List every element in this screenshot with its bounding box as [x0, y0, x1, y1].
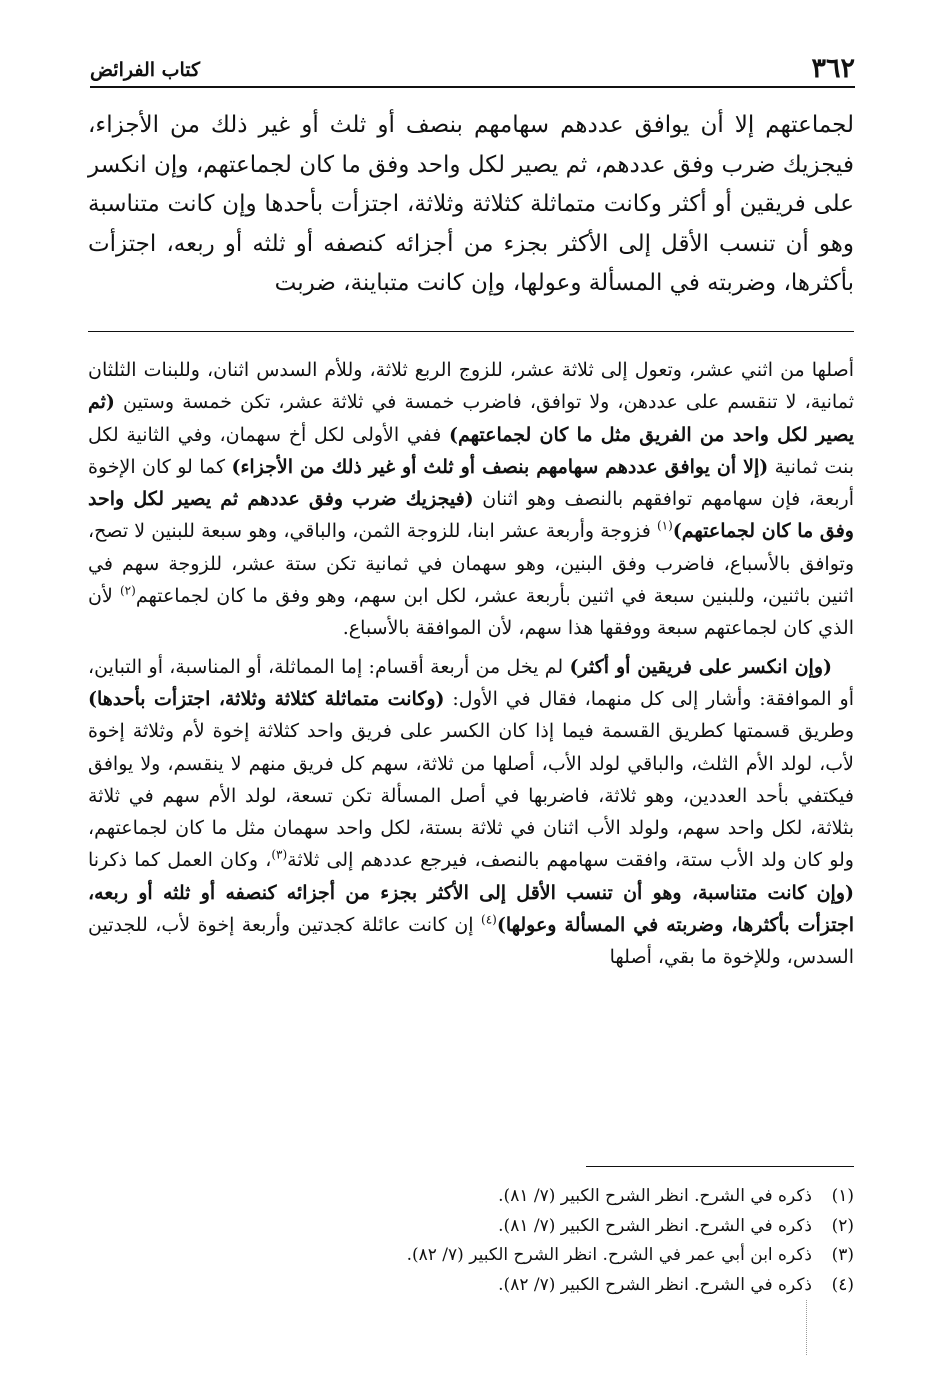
commentary-text: لأن الذي كان لجماعتهم سبعة ووفقها هذا سهم، لأن الموافقة بالأسباع. [88, 585, 854, 640]
quoted-matn: (وإن انكسر على فريقين أو أكثر) [569, 655, 832, 678]
commentary-text: كما لو كان الإخوة أربعة، فإن سهامهم توافقهم بالنصف وهو اثنان [88, 455, 854, 511]
footnotes [88, 1182, 854, 1300]
commentary [88, 354, 854, 974]
footnote-item [88, 1212, 854, 1242]
commentary-paragraph-2 [88, 651, 854, 974]
quoted-matn: (وإن كانت متناسبة، وهو أن تنسب الأقل إلى الأكثر بجزء من أجزائه كنصفه أو ثلثه أو ربعه، اجتزأت بأكثرها، وضربته في المسألة وعولها) [88, 881, 854, 937]
quoted-matn: (وكانت متماثلة كثلاثة وثلاثة، اجتزأت بأحدها) [88, 687, 445, 710]
main-text [88, 106, 854, 304]
footnote-text: ذكره في الشرح. انظر الشرح الكبير (٧/ ٨١). [498, 1186, 812, 1206]
footnote-number: (٢) [831, 1215, 854, 1236]
footnote-ref[interactable]: (٤) [481, 912, 497, 927]
commentary-text: أصلها من اثني عشر، وتعول إلى ثلاثة عشر، للزوج الربع ثلاثة، وللأم السدس اثنان، وللبنات الثلثان ثمانية، لا تنقسم على عددهن، ولا توافق، فاضرب خمسة في ثلاثة عشر، تكن خمسة وستين [88, 359, 854, 414]
footnote-ref[interactable]: (٣) [271, 848, 288, 863]
page-header [90, 46, 855, 88]
commentary-text: وطريق قسمتها كطريق القسمة فيما إذا كان الكسر على فريق واحد كثلاثة إخوة لأم وثلاثة إخوة لأب، لولد الأم الثلث، والباقي لولد الأب، أصلها من ثلاثة، سهم كل فريق منهم لا ينقسم، ولا يوافق فيكتفي بأحد العددين، وهو ثلاثة، فاضربها في أصل المسألة تكن تسعة، لولد الأم سهم في ثلاثة بثلاثة، لكل واحد سهم، ولولد الأب اثنان في ثلاثة بستة، لكل واحد سهمان مثل ما كان لجماعتهم، ولو كان ولد الأب ستة، وافقت سهامهم بالنصف، فيرجع عددهم إلى ثلاثة [88, 720, 854, 872]
page-number: ٣٦٢ [811, 53, 855, 84]
commentary-text: ففي الأولى لكل أخ سهمان، وفي الثانية لكل بنت ثمانية [88, 423, 855, 478]
margin-mark [806, 1300, 807, 1355]
text-divider [88, 331, 854, 332]
footnote-ref[interactable]: (٢) [119, 583, 136, 598]
commentary-text: ، وكان العمل كما ذكرنا [88, 849, 272, 872]
footnote-ref[interactable]: (١) [656, 519, 673, 534]
footnote-text: ذكره ابن أبي عمر في الشرح. انظر الشرح الكبير (٧/ ٨٢). [406, 1245, 812, 1265]
footnote-item [88, 1271, 854, 1301]
quoted-matn: (إلا أن يوافق عددهم سهامهم بنصف أو ثلث أو غير ذلك من الأجزاء) [231, 455, 769, 478]
footnote-text: ذكره في الشرح. انظر الشرح الكبير (٧/ ٨٢). [498, 1274, 812, 1295]
footnote-item [88, 1241, 854, 1271]
commentary-text: إن كانت عائلة كجدتين وأربعة إخوة لأب، للجدتين السدس، وللإخوة ما بقي، أصلها [88, 914, 854, 969]
footnote-item [88, 1182, 854, 1212]
quoted-matn: (ثم يصير لكل واحد من الفريق مثل ما كان لجماعتهم) [88, 391, 854, 446]
commentary-text: لم يخل من أربعة أقسام: إما المماثلة، أو المناسبة، أو التباين، أو الموافقة: وأشار إلى كل منهما، فقال في الأول: [88, 655, 854, 710]
footnote-text: ذكره في الشرح. انظر الشرح الكبير (٧/ ٨١). [498, 1215, 812, 1236]
footnote-number: (٤) [831, 1274, 854, 1295]
commentary-text: فزوجة وأربعة عشر ابنا، للزوجة الثمن، والباقي، وهو سبعة للبنين لا تصح، وتوافق بالأسباع، فاضرب وفق البنين، وهو سهمان في ثمانية تكن ستة عشر، للزوجة سهم في اثنين باثنين، وللبنين سبعة في اثنين بأربعة عشر، لكل ابن سهم، وهو وفق ما كان لجماعتهم [88, 520, 854, 608]
footnote-divider [586, 1166, 854, 1167]
main-text-paragraph: لجماعتهم إلا أن يوافق عددهم سهامهم بنصف أو ثلث أو غير ذلك من الأجزاء، فيجزيك ضرب وفق عددهم، ثم يصير لكل واحد وفق ما كان لجماعتهم، وإن انكسر على فريقين أو أكثر وكانت متماثلة كثلاثة وثلاثة، اجتزأت بأحدها وإن كانت متناسبة وهو أن تنسب الأقل إلى الأكثر بجزء من أجزائه كنصفه أو ثلثه أو ربعه، اجتزأت بأكثرها، وضربته في المسألة وعولها، وإن كانت متباينة، ضربت [88, 112, 854, 296]
commentary-paragraph-1 [88, 354, 854, 645]
footnote-number: (١) [831, 1186, 854, 1206]
book-title: كتاب الفرائض [90, 59, 201, 81]
footnote-number: (٣) [831, 1245, 854, 1265]
quoted-matn: (فيجزيك ضرب وفق عددهم ثم يصير لكل واحد وفق ما كان لجماعتهم) [88, 488, 854, 543]
